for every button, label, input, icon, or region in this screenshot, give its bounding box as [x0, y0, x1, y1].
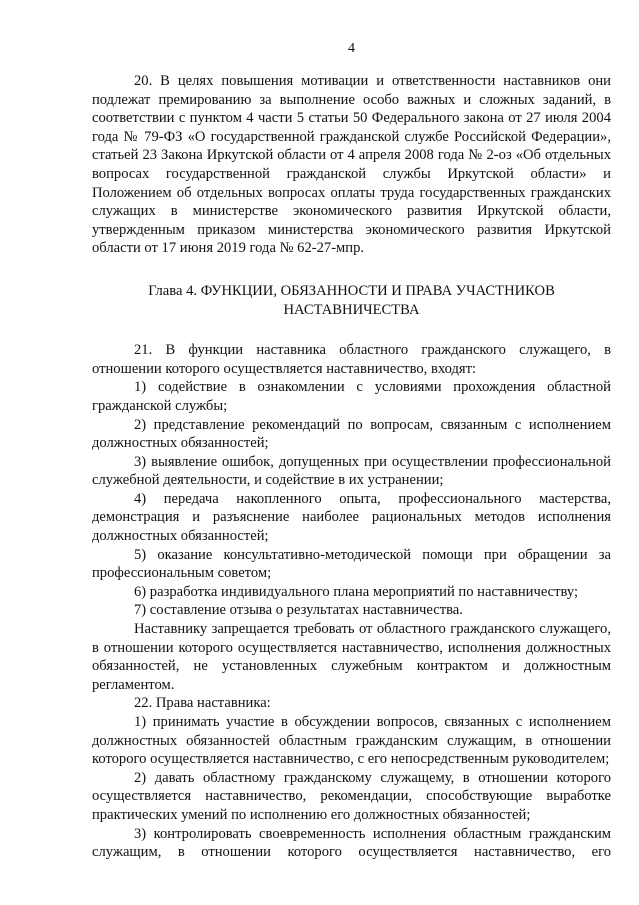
list-item-right-3: 3) контролировать своевременность исполнения областным гражданским служащим, в отношении которого осуществляется наставничество, его	[92, 825, 611, 861]
paragraph-21: 21. В функции наставника областного гражданского служащего, в отношении которого осуществляется наставничество, входят:	[92, 342, 611, 377]
mentor-prohibition-paragraph: Наставнику запрещается требовать от областного гражданского служащего, в отношении которого осуществляется наставничество, исполнения должностных обязанностей, не установленных служебным контрактом и должностным регламентом.	[92, 621, 611, 693]
paragraph-22: 22. Права наставника:	[134, 695, 271, 712]
list-item-right-2: 2) давать областному гражданскому служащему, в отношении которого осуществляется наставничество, рекомендации, способствующие выработке практических умений по исполнению его должностных обязанностей;	[92, 769, 611, 823]
list-item-function-3: 3) выявление ошибок, допущенных при осуществлении профессиональной служебной деятельности, и содействие в их устранении;	[92, 453, 611, 489]
paragraph-20: 20. В целях повышения мотивации и ответственности наставников они подлежат премированию за выполнение особо важных и сложных заданий, в соответствии с пунктом 4 части 5 статьи 50 Федерального закона от 27 июля 2004 года № 79-ФЗ «О государственной гражданской службе Российской Федерации», статьей 23 Закона Иркутской области от 4 апреля 2008 года № 2-оз «Об отдельных вопросах государственной гражданской службы Иркутской области» и Положением об отдельных вопросах оплаты труда государственных гражданских служащих в министерстве экономического развития Иркутской области, утвержденным приказом министерства экономического развития Иркутской области от 17 июня 2019 года № 62-27-мпр.	[92, 73, 611, 257]
list-item-function-4: 4) передача накопленного опыта, профессионального мастерства, демонстрация и разъяснение наиболее рациональных методов исполнения должностных обязанностей;	[92, 490, 611, 545]
list-item-function-1: 1) содействие в ознакомлении с условиями прохождения областной гражданской службы;	[92, 379, 611, 414]
list-item-function-2: 2) представление рекомендаций по вопросам, связанным с исполнением должностных обязанностей;	[92, 416, 611, 452]
list-item-function-6: 6) разработка индивидуального плана мероприятий по наставничеству;	[134, 583, 579, 600]
document-page	[92, 40, 611, 862]
list-item-right-1: 1) принимать участие в обсуждении вопросов, связанных с исполнением должностных обязанностей областным гражданским служащим, в отношении которого осуществляется наставничество, с его непосредственным руководителем;	[92, 714, 611, 768]
chapter-title: Глава 4. ФУНКЦИИ, ОБЯЗАННОСТИ И ПРАВА УЧАСТНИКОВ НАСТАВНИЧЕСТВА	[148, 282, 555, 318]
page-number: 4	[348, 41, 355, 56]
list-item-function-7: 7) составление отзыва о результатах наставничества.	[134, 602, 463, 619]
list-item-function-5: 5) оказание консультативно-методической помощи при обращении за профессиональным советом;	[92, 546, 611, 582]
